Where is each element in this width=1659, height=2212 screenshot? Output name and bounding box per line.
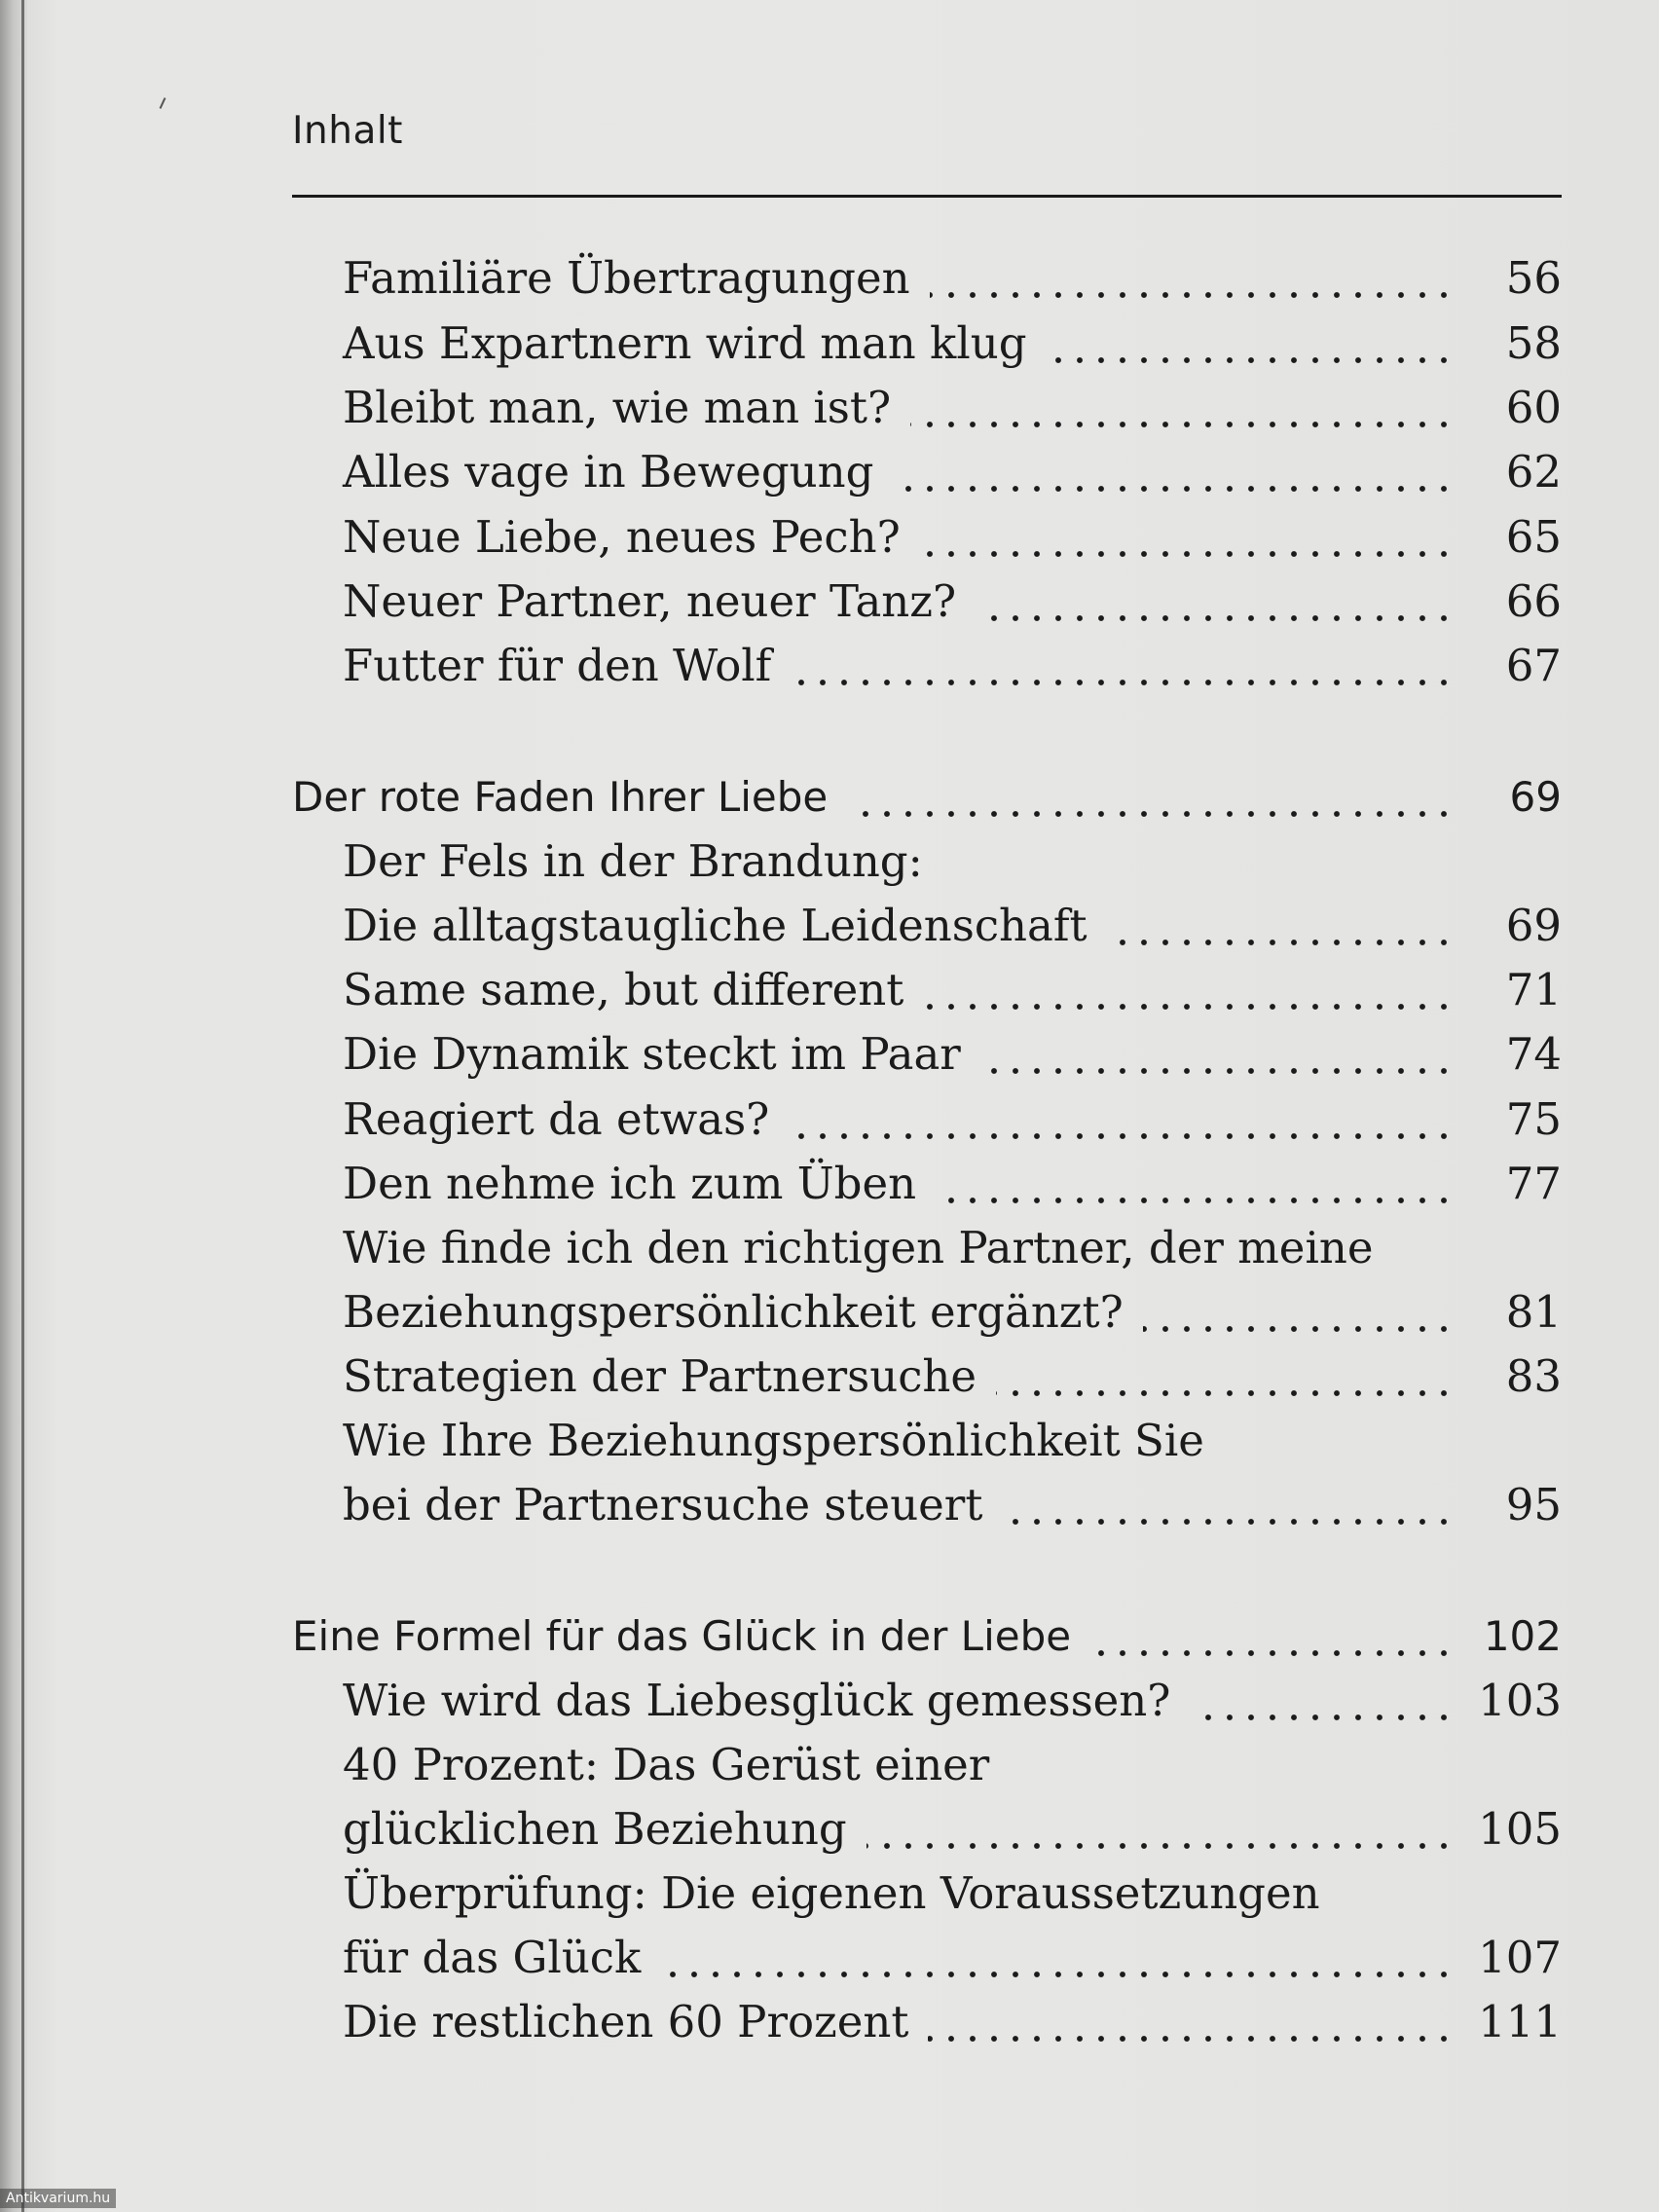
- toc-entry-title: bei der Partnersuche steuert: [343, 1479, 983, 1530]
- toc-leader-dots: [910, 376, 1455, 440]
- toc-entry: [0, 1669, 1659, 1733]
- toc-entry-title: Die alltagstaugliche Leidenschaft: [343, 900, 1088, 951]
- toc-entry: [0, 1862, 1659, 1926]
- toc-entry-title: für das Glück: [343, 1932, 642, 1983]
- toc-entry-title: Eine Formel für das Glück in der Liebe: [292, 1612, 1072, 1660]
- toc-entry: [0, 376, 1659, 440]
- toc-leader-dots: [1090, 1604, 1455, 1669]
- toc-leader-dots: [930, 246, 1455, 311]
- toc-page-number: 81: [1505, 1286, 1562, 1338]
- toc-leader-dots: [928, 1990, 1455, 2054]
- toc-page-number: 67: [1505, 640, 1562, 691]
- toc-entry: [0, 1733, 1659, 1797]
- toc-leader-dots: [976, 570, 1455, 634]
- toc-entry: [0, 1152, 1659, 1216]
- toc-entry-title: Strategien der Partnersuche: [343, 1350, 977, 1402]
- toc-page-number: 69: [1509, 773, 1562, 821]
- toc-leader-dots: [660, 1926, 1455, 1990]
- toc-page-number: 111: [1478, 1996, 1562, 2047]
- toc-entry-title: Wie wird das Liebesglück gemessen?: [343, 1675, 1171, 1726]
- toc-entry-title: Reagiert da etwas?: [343, 1093, 770, 1145]
- toc-page-number: 69: [1505, 900, 1562, 951]
- toc-entry: [0, 440, 1659, 504]
- toc-leader-dots: [893, 440, 1455, 504]
- pencil-mark: [160, 97, 166, 109]
- toc-entry: [0, 1990, 1659, 2054]
- toc-entry-title: Bleibt man, wie man ist?: [343, 382, 892, 433]
- toc-leader-dots: [980, 1022, 1455, 1087]
- toc-leader-dots: [1143, 1280, 1455, 1345]
- toc-page-number: 102: [1483, 1612, 1562, 1660]
- toc-entry: [0, 830, 1659, 894]
- toc-page-number: 65: [1505, 511, 1562, 563]
- toc-leader-dots: [1002, 1473, 1455, 1537]
- toc-page-number: 95: [1505, 1479, 1562, 1530]
- toc-entry-title: Die Dynamik steckt im Paar: [343, 1028, 961, 1080]
- toc-entry-title: Überprüfung: Die eigenen Voraussetzungen: [343, 1867, 1320, 1919]
- toc-page-number: 66: [1505, 575, 1562, 627]
- header-rule: [292, 195, 1562, 198]
- toc-entry-title: Aus Expartnern wird man klug: [343, 317, 1027, 369]
- toc-page-number: 103: [1478, 1675, 1562, 1726]
- toc-entry: [0, 570, 1659, 634]
- toc-entry: [0, 958, 1659, 1022]
- toc-entry: [0, 1926, 1659, 1990]
- toc-entry-title: Den nehme ich zum Üben: [343, 1158, 917, 1209]
- toc-page-number: 74: [1505, 1028, 1562, 1080]
- toc-entry: [0, 634, 1659, 698]
- toc-entry-title: Der Fels in der Brandung:: [343, 835, 923, 887]
- toc-leader-dots: [936, 1152, 1455, 1216]
- toc-entry-title: 40 Prozent: Das Gerüst einer: [343, 1739, 990, 1790]
- toc-leader-dots: [847, 765, 1455, 830]
- toc-page-number: 105: [1478, 1803, 1562, 1855]
- toc-entry: [0, 1280, 1659, 1345]
- toc-page-number: 60: [1505, 382, 1562, 433]
- toc-entry: [0, 505, 1659, 570]
- toc-page-number: 62: [1505, 446, 1562, 498]
- toc-entry-title: Same same, but different: [343, 964, 904, 1015]
- toc-entry-title: Wie finde ich den richtigen Partner, der meine: [343, 1222, 1374, 1273]
- toc-leader-dots: [1047, 312, 1455, 376]
- toc-entry: [0, 1409, 1659, 1473]
- toc-leader-dots: [1107, 894, 1455, 958]
- toc-entry: [0, 312, 1659, 376]
- toc-section-entry: [0, 1604, 1659, 1669]
- toc-entry: [0, 246, 1659, 311]
- toc-entry: [0, 1797, 1659, 1862]
- toc-leader-dots: [996, 1345, 1455, 1409]
- toc-entry: [0, 1345, 1659, 1409]
- toc-entry-title: Neue Liebe, neues Pech?: [343, 511, 901, 563]
- toc-entry-title: glücklichen Beziehung: [343, 1803, 847, 1855]
- toc-page-number: 58: [1505, 317, 1562, 369]
- toc-leader-dots: [866, 1797, 1455, 1862]
- toc-entry: [0, 894, 1659, 958]
- toc-page-number: 71: [1505, 964, 1562, 1015]
- toc-section-entry: [0, 765, 1659, 830]
- toc-entry-title: Familiäre Übertragungen: [343, 252, 910, 304]
- toc-leader-dots: [791, 634, 1455, 698]
- toc-leader-dots: [789, 1088, 1455, 1152]
- running-header: Inhalt: [292, 109, 403, 153]
- toc-leader-dots: [923, 958, 1455, 1022]
- toc-entry: [0, 1088, 1659, 1152]
- toc-entry-title: Neuer Partner, neuer Tanz?: [343, 575, 957, 627]
- watermark: Antikvarium.hu: [0, 2189, 116, 2208]
- toc-entry-title: Alles vage in Bewegung: [343, 446, 874, 498]
- toc-page-number: 83: [1505, 1350, 1562, 1402]
- toc-page-number: 77: [1505, 1158, 1562, 1209]
- toc-entry: [0, 1473, 1659, 1537]
- toc-entry: [0, 1216, 1659, 1280]
- toc-entry-title: Der rote Faden Ihrer Liebe: [292, 773, 829, 821]
- toc-leader-dots: [920, 505, 1455, 570]
- toc-entry-title: Futter für den Wolf: [343, 640, 772, 691]
- toc-entry-title: Wie Ihre Beziehungspersönlichkeit Sie: [343, 1415, 1204, 1466]
- toc-page-number: 56: [1505, 252, 1562, 304]
- toc-leader-dots: [1190, 1669, 1455, 1733]
- toc-entry-title: Beziehungspersönlichkeit ergänzt?: [343, 1286, 1124, 1338]
- toc-page-number: 75: [1505, 1093, 1562, 1145]
- toc-entry-title: Die restlichen 60 Prozent: [343, 1996, 909, 2047]
- toc-entry: [0, 1022, 1659, 1087]
- toc-page-number: 107: [1478, 1932, 1562, 1983]
